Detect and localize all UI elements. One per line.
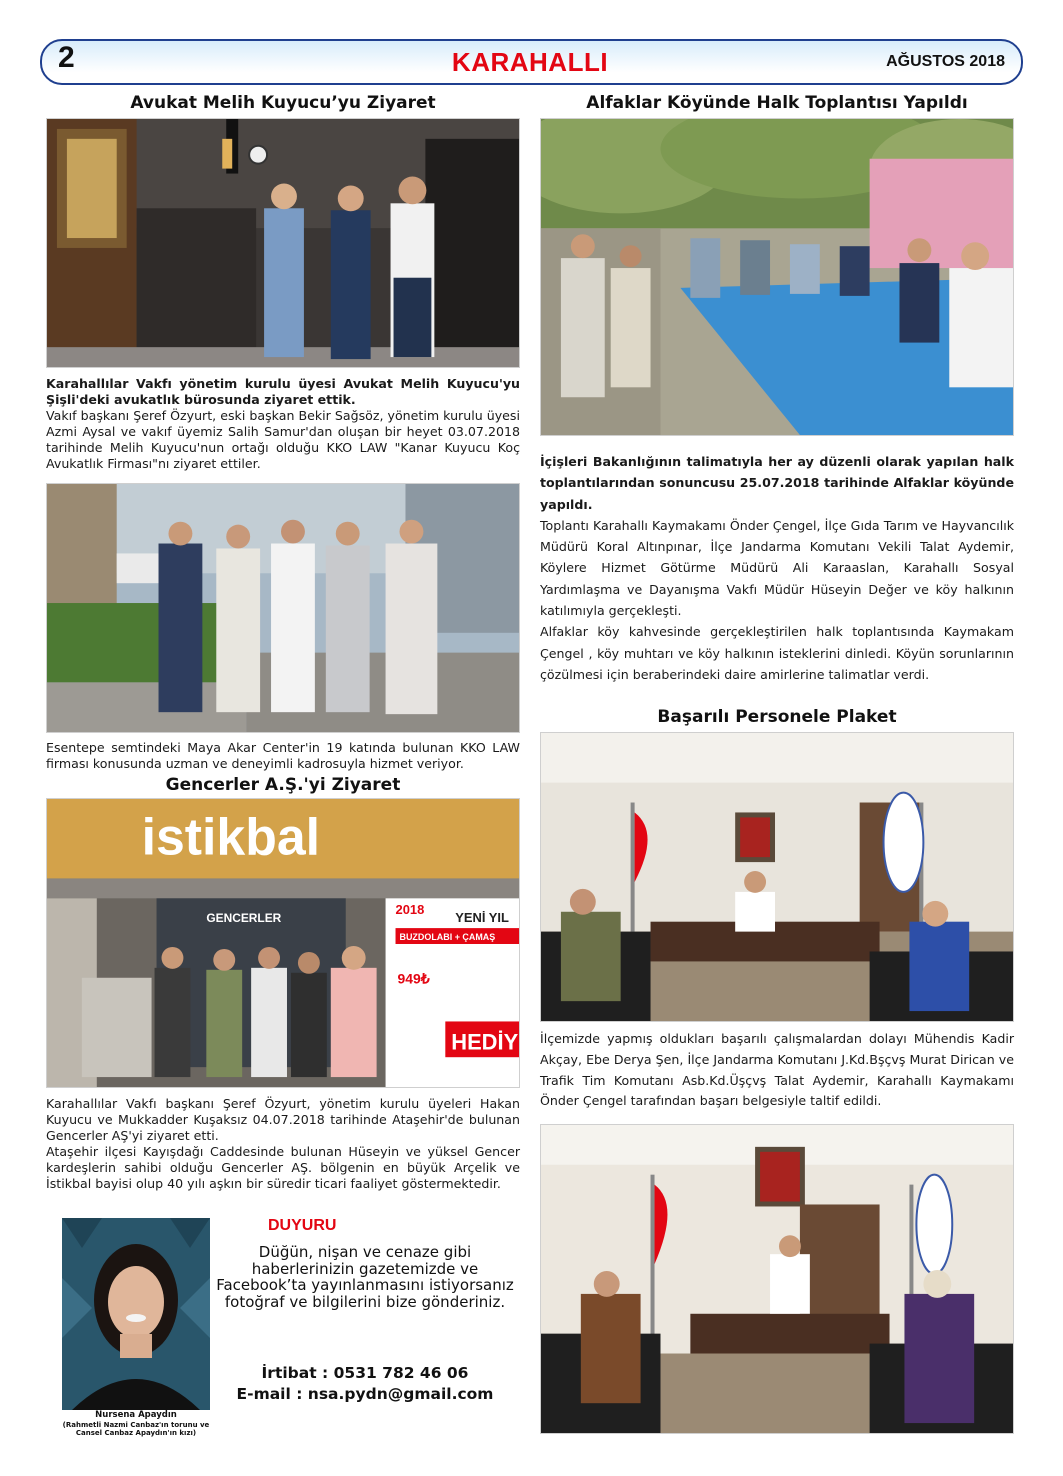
page-number: 2 — [58, 41, 75, 74]
promo-item-text: BUZDOLABI + ÇAMAŞ — [399, 932, 496, 943]
photo-law-office — [46, 118, 520, 368]
store-name-text: GENCERLER — [206, 911, 282, 926]
promo-year-text: 2018 — [395, 902, 425, 918]
article-lawyer-lead: Karahallılar Vakfı yönetim kurulu üyesi Avukat Melih Kuyucu'yu Şişli'deki avukatlık bürosunda ziyaret ettik. — [46, 376, 520, 407]
notice-body: Düğün, nişan ve cenaze gibi haberlerinizin gazetemizde ve Facebook’ta yayınlanmasını istiyorsanız fotoğraf ve bilgilerini bize gönderiniz. — [216, 1243, 514, 1311]
photo-plaque-office — [540, 732, 1014, 1022]
portrait-name: Nursena Apaydın — [95, 1410, 177, 1420]
photo-village-meeting — [540, 118, 1014, 436]
headline-plaque: Başarılı Personele Plaket — [657, 707, 897, 727]
article-meeting-lead: İçişleri Bakanlığının talimatıyla her ay düzenli olarak yapılan halk toplantılarından sonuncusu 25.07.2018 tarihinde Alfaklar köyünde yapıldı. — [540, 454, 1014, 512]
photo-street-group — [46, 483, 520, 733]
article-gencerler-text — [46, 1096, 520, 1192]
photo-plaque-visit — [540, 1124, 1014, 1434]
photo-street-caption: Esentepe semtindeki Maya Akar Center'in 19 katında bulunan KKO LAW firması konusunda uzman ve deneyimli kadrosuyla hizmet veriyor. — [46, 740, 520, 771]
article-gencerler-body-1: Karahallılar Vakfı başkanı Şeref Özyurt, yönetim kurulu üyeleri Hakan Kuyucu ve Mukkadder Kuşaksız 04.07.2018 tarihinde Ataşehir'de bulunan Gencerler AŞ'yi ziyaret etti. — [46, 1096, 520, 1143]
store-sign-text: istikbal — [141, 807, 321, 866]
photo-plaque-caption: İlçemizde yapmış oldukları başarılı çalışmalardan dolayı Mühendis Kadir Akçay, Ebe Derya Şen, İlçe Jandarma Komutanı J.Kd.Bşçvş Murat Dirican ve Trafik Tim Komutanı Asb.Kd.Üşçvş Talat Aydemir, Karahallı Kaymakamı Önder Çengel tarafından başarı belgesiyle taltif edildi. — [540, 1031, 1014, 1109]
article-lawyer-text — [46, 376, 520, 472]
issue-date: AĞUSTOS 2018 — [886, 53, 1005, 70]
article-meeting-body-2: Alfaklar köy kahvesinde gerçekleştirilen halk toplantısında Kaymakam Çengel , köy muhtarı ve köy halkının isteklerini dinledi. Köyün sorunlarının çözülmesi için beraberindeki daire amirlerine talimatlar verdi. — [540, 624, 1014, 682]
notice-email: E-mail : nsa.pydn@gmail.com — [236, 1385, 494, 1403]
notice-contact — [215, 1363, 515, 1405]
article-meeting-text — [540, 451, 1014, 685]
photo-gencerler-store — [46, 798, 520, 1088]
headline-lawyer-visit: Avukat Melih Kuyucu’yu Ziyaret — [130, 93, 436, 113]
portrait-note: (Rahmetli Nazmi Canbaz'ın torunu ve Cansel Canbaz Apaydın'ın kızı) — [62, 1421, 210, 1437]
portrait-photo — [62, 1218, 210, 1410]
headline-village-meeting: Alfaklar Köyünde Halk Toplantısı Yapıldı — [586, 93, 968, 113]
article-meeting-body-1: Toplantı Karahallı Kaymakamı Önder Çengel, İlçe Gıda Tarım ve Hayvancılık Müdürü Koral Altınpınar, İlçe Jandarma Komutanı Vekili Talat Aydemir, Köylere Hizmet Götürme Müdürü Ali Karaaslan, Karahallı Sosyal Yardımlaşma ve Dayanışma Vakfı Müdür Hüseyin Değer ve köy halkının katılımıyla gerçekleşti. — [540, 517, 1014, 619]
article-lawyer-body: Vakıf başkanı Şeref Özyurt, eski başkan Bekir Sağsöz, yönetim kurulu üyesi Azmi Aysal ve vakıf üyemiz Salih Samur'dan oluşan bir heyet 03.07.2018 tarihinde Melih Kuyucu'nun ortağı olduğu KKO LAW "Kanar Kuyucu Koç Avukatlık Firması"nı ziyaret ettiler. — [46, 408, 520, 471]
headline-gencerler-visit: Gencerler A.Ş.'yi Ziyaret — [165, 775, 401, 795]
promo-gift-text: HEDİY — [451, 1029, 519, 1055]
article-gencerler-body-2: Ataşehir ilçesi Kayışdağı Caddesinde bulunan Hüseyin ve yüksel Gencer kardeşlerin sahibi olduğu Gencerler AŞ. bölgenin en büyük Arçelik ve İstikbal bayisi olup 40 yılı aşkın bir süredir ticari faaliyet göstermektedir. — [46, 1144, 520, 1191]
notice-phone: İrtibat : 0531 782 46 06 — [261, 1364, 469, 1382]
newspaper-title: KARAHALLI — [451, 47, 609, 77]
promo-title-text: YENİ YIL — [455, 910, 509, 926]
promo-price-text: 949₺ — [397, 970, 430, 987]
notice-title: DUYURU — [268, 1217, 337, 1234]
